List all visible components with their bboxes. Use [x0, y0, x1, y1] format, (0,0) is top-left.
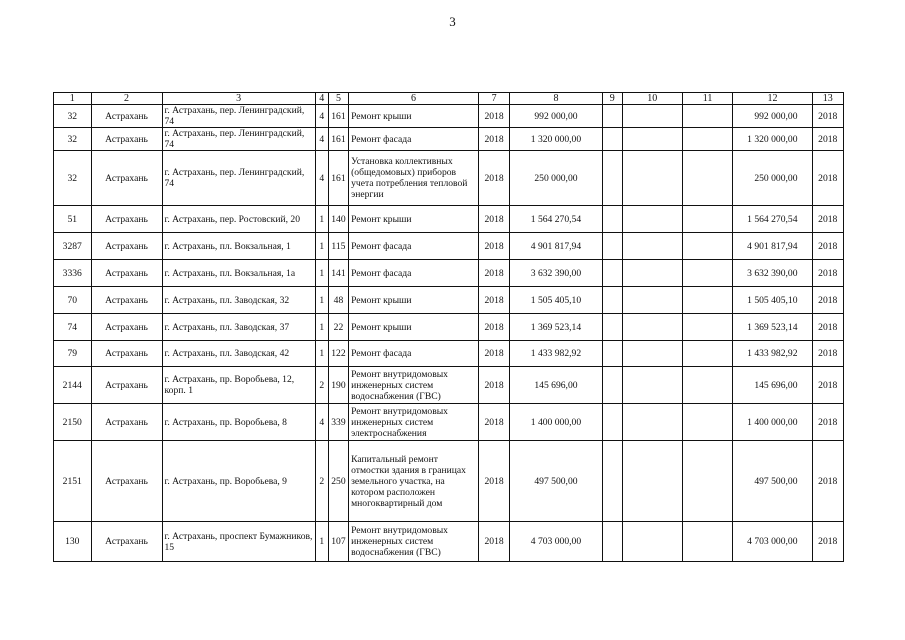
- cell-floors: 1: [315, 287, 328, 314]
- cell-record-id: 3287: [54, 233, 92, 260]
- repair-registry-table: [53, 92, 844, 562]
- cell-col-11: [682, 206, 733, 233]
- table-row: [54, 260, 844, 287]
- cell-cost-total: 992 000,00: [510, 105, 602, 128]
- cell-work-type: Ремонт фасада: [349, 260, 479, 287]
- column-header-5: 5: [328, 93, 348, 105]
- column-header-7: 7: [478, 93, 509, 105]
- cell-floors: 2: [315, 441, 328, 522]
- column-header-1: 1: [54, 93, 92, 105]
- cell-cost-fund: 1 564 270,54: [733, 206, 812, 233]
- cell-col-10: [622, 233, 682, 260]
- cell-year-completion: 2018: [812, 404, 844, 441]
- cell-cost-total: 250 000,00: [510, 151, 602, 206]
- cell-year-completion: 2018: [812, 522, 844, 562]
- cell-cost-fund: 250 000,00: [733, 151, 812, 206]
- cell-cost-fund: 497 500,00: [733, 441, 812, 522]
- cell-cost-fund: 1 505 405,10: [733, 287, 812, 314]
- cell-work-type: Ремонт фасада: [349, 128, 479, 151]
- column-header-6: 6: [349, 93, 479, 105]
- cell-year-completion: 2018: [812, 105, 844, 128]
- cell-city: Астрахань: [91, 341, 162, 367]
- cell-year-completion: 2018: [812, 314, 844, 341]
- table-row: [54, 128, 844, 151]
- cell-record-id: 51: [54, 206, 92, 233]
- cell-cost-fund: 1 400 000,00: [733, 404, 812, 441]
- cell-year: 2018: [478, 404, 509, 441]
- cell-address: г. Астрахань, пр. Воробьева, 9: [162, 441, 315, 522]
- cell-floors: 4: [315, 404, 328, 441]
- cell-col-11: [682, 260, 733, 287]
- cell-city: Астрахань: [91, 105, 162, 128]
- cell-apartments: 48: [328, 287, 348, 314]
- cell-apartments: 122: [328, 341, 348, 367]
- cell-city: Астрахань: [91, 233, 162, 260]
- cell-apartments: 161: [328, 151, 348, 206]
- cell-cost-fund: 4 901 817,94: [733, 233, 812, 260]
- cell-city: Астрахань: [91, 260, 162, 287]
- cell-cost-total: 1 564 270,54: [510, 206, 602, 233]
- cell-col-10: [622, 404, 682, 441]
- cell-col-11: [682, 367, 733, 404]
- cell-address: г. Астрахань, пр. Воробьева, 12, корп. 1: [162, 367, 315, 404]
- cell-col-10: [622, 441, 682, 522]
- cell-apartments: 140: [328, 206, 348, 233]
- cell-col-9: [602, 341, 622, 367]
- cell-year: 2018: [478, 367, 509, 404]
- table-row: [54, 314, 844, 341]
- cell-col-10: [622, 105, 682, 128]
- cell-floors: 4: [315, 151, 328, 206]
- cell-col-9: [602, 151, 622, 206]
- cell-col-9: [602, 522, 622, 562]
- cell-apartments: 22: [328, 314, 348, 341]
- cell-record-id: 2151: [54, 441, 92, 522]
- page-number: 3: [449, 14, 456, 29]
- table-row: [54, 522, 844, 562]
- cell-city: Астрахань: [91, 206, 162, 233]
- cell-col-10: [622, 206, 682, 233]
- cell-year: 2018: [478, 287, 509, 314]
- cell-address: г. Астрахань, пер. Ленинградский, 74: [162, 151, 315, 206]
- cell-cost-fund: 4 703 000,00: [733, 522, 812, 562]
- cell-floors: 2: [315, 367, 328, 404]
- table-row: [54, 233, 844, 260]
- cell-record-id: 32: [54, 151, 92, 206]
- cell-year: 2018: [478, 341, 509, 367]
- cell-record-id: 32: [54, 105, 92, 128]
- cell-apartments: 161: [328, 105, 348, 128]
- column-header-8: 8: [510, 93, 602, 105]
- cell-cost-total: 1 505 405,10: [510, 287, 602, 314]
- cell-col-11: [682, 341, 733, 367]
- cell-col-10: [622, 341, 682, 367]
- cell-record-id: 3336: [54, 260, 92, 287]
- column-header-4: 4: [315, 93, 328, 105]
- cell-apartments: 161: [328, 128, 348, 151]
- cell-address: г. Астрахань, пр. Воробьева, 8: [162, 404, 315, 441]
- cell-work-type: Ремонт фасада: [349, 341, 479, 367]
- cell-record-id: 2150: [54, 404, 92, 441]
- cell-year-completion: 2018: [812, 151, 844, 206]
- cell-col-9: [602, 105, 622, 128]
- cell-col-11: [682, 441, 733, 522]
- cell-col-9: [602, 233, 622, 260]
- cell-col-11: [682, 105, 733, 128]
- cell-cost-total: 4 901 817,94: [510, 233, 602, 260]
- cell-col-10: [622, 151, 682, 206]
- cell-year: 2018: [478, 233, 509, 260]
- column-number-row: [54, 93, 844, 105]
- column-header-11: 11: [682, 93, 733, 105]
- cell-work-type: Ремонт фасада: [349, 233, 479, 260]
- cell-address: г. Астрахань, пер. Ленинградский, 74: [162, 128, 315, 151]
- cell-city: Астрахань: [91, 367, 162, 404]
- cell-col-11: [682, 233, 733, 260]
- cell-record-id: 2144: [54, 367, 92, 404]
- cell-city: Астрахань: [91, 522, 162, 562]
- cell-city: Астрахань: [91, 128, 162, 151]
- cell-col-10: [622, 314, 682, 341]
- cell-address: г. Астрахань, пл. Вокзальная, 1: [162, 233, 315, 260]
- cell-city: Астрахань: [91, 404, 162, 441]
- cell-address: г. Астрахань, пер. Ленинградский, 74: [162, 105, 315, 128]
- cell-year-completion: 2018: [812, 206, 844, 233]
- cell-col-11: [682, 151, 733, 206]
- cell-record-id: 130: [54, 522, 92, 562]
- cell-year-completion: 2018: [812, 260, 844, 287]
- cell-year-completion: 2018: [812, 287, 844, 314]
- cell-year: 2018: [478, 151, 509, 206]
- cell-col-10: [622, 287, 682, 314]
- cell-cost-fund: 145 696,00: [733, 367, 812, 404]
- cell-floors: 1: [315, 206, 328, 233]
- cell-cost-fund: 992 000,00: [733, 105, 812, 128]
- cell-work-type: Ремонт внутридомовых инженерных систем электроснабжения: [349, 404, 479, 441]
- cell-address: г. Астрахань, проспект Бумажников, 15: [162, 522, 315, 562]
- cell-address: г. Астрахань, пл. Заводская, 42: [162, 341, 315, 367]
- cell-apartments: 115: [328, 233, 348, 260]
- cell-floors: 1: [315, 260, 328, 287]
- cell-city: Астрахань: [91, 287, 162, 314]
- cell-cost-fund: 1 433 982,92: [733, 341, 812, 367]
- cell-col-9: [602, 367, 622, 404]
- cell-col-10: [622, 128, 682, 151]
- cell-cost-total: 1 400 000,00: [510, 404, 602, 441]
- cell-col-9: [602, 287, 622, 314]
- cell-year: 2018: [478, 105, 509, 128]
- cell-floors: 1: [315, 314, 328, 341]
- cell-address: г. Астрахань, пл. Заводская, 37: [162, 314, 315, 341]
- cell-apartments: 141: [328, 260, 348, 287]
- cell-cost-total: 3 632 390,00: [510, 260, 602, 287]
- cell-apartments: 107: [328, 522, 348, 562]
- column-header-9: 9: [602, 93, 622, 105]
- cell-cost-fund: 3 632 390,00: [733, 260, 812, 287]
- cell-address: г. Астрахань, пер. Ростовский, 20: [162, 206, 315, 233]
- table-row: [54, 151, 844, 206]
- table-row: [54, 441, 844, 522]
- cell-col-11: [682, 128, 733, 151]
- cell-cost-total: 4 703 000,00: [510, 522, 602, 562]
- cell-floors: 1: [315, 341, 328, 367]
- cell-col-11: [682, 404, 733, 441]
- table-row: [54, 367, 844, 404]
- cell-col-11: [682, 287, 733, 314]
- cell-cost-total: 1 433 982,92: [510, 341, 602, 367]
- cell-city: Астрахань: [91, 151, 162, 206]
- cell-address: г. Астрахань, пл. Заводская, 32: [162, 287, 315, 314]
- column-header-13: 13: [812, 93, 844, 105]
- cell-col-9: [602, 260, 622, 287]
- cell-cost-total: 1 320 000,00: [510, 128, 602, 151]
- cell-col-10: [622, 367, 682, 404]
- cell-apartments: 190: [328, 367, 348, 404]
- cell-floors: 1: [315, 233, 328, 260]
- cell-record-id: 70: [54, 287, 92, 314]
- cell-work-type: Ремонт крыши: [349, 287, 479, 314]
- cell-record-id: 79: [54, 341, 92, 367]
- table-row: [54, 105, 844, 128]
- cell-work-type: Ремонт крыши: [349, 206, 479, 233]
- cell-work-type: Установка коллективных (общедомовых) приборов учета потребления тепловой энергии: [349, 151, 479, 206]
- cell-work-type: Ремонт внутридомовых инженерных систем водоснабжения (ГВС): [349, 367, 479, 404]
- cell-col-9: [602, 206, 622, 233]
- cell-col-10: [622, 522, 682, 562]
- cell-cost-fund: 1 369 523,14: [733, 314, 812, 341]
- cell-col-11: [682, 522, 733, 562]
- cell-col-9: [602, 128, 622, 151]
- cell-cost-fund: 1 320 000,00: [733, 128, 812, 151]
- cell-year: 2018: [478, 522, 509, 562]
- cell-record-id: 74: [54, 314, 92, 341]
- cell-cost-total: 145 696,00: [510, 367, 602, 404]
- cell-year-completion: 2018: [812, 367, 844, 404]
- table-row: [54, 206, 844, 233]
- cell-record-id: 32: [54, 128, 92, 151]
- cell-work-type: Ремонт внутридомовых инженерных систем водоснабжения (ГВС): [349, 522, 479, 562]
- cell-year: 2018: [478, 260, 509, 287]
- column-header-2: 2: [91, 93, 162, 105]
- cell-floors: 4: [315, 128, 328, 151]
- table-row: [54, 404, 844, 441]
- cell-col-9: [602, 314, 622, 341]
- cell-floors: 1: [315, 522, 328, 562]
- cell-address: г. Астрахань, пл. Вокзальная, 1а: [162, 260, 315, 287]
- cell-apartments: 250: [328, 441, 348, 522]
- cell-col-9: [602, 441, 622, 522]
- column-header-12: 12: [733, 93, 812, 105]
- cell-cost-total: 497 500,00: [510, 441, 602, 522]
- cell-year: 2018: [478, 128, 509, 151]
- cell-work-type: Ремонт крыши: [349, 314, 479, 341]
- cell-year-completion: 2018: [812, 233, 844, 260]
- cell-cost-total: 1 369 523,14: [510, 314, 602, 341]
- cell-year: 2018: [478, 314, 509, 341]
- cell-col-11: [682, 314, 733, 341]
- table-row: [54, 287, 844, 314]
- column-header-3: 3: [162, 93, 315, 105]
- cell-year: 2018: [478, 206, 509, 233]
- cell-year-completion: 2018: [812, 128, 844, 151]
- cell-city: Астрахань: [91, 441, 162, 522]
- table-body: [54, 105, 844, 562]
- column-header-10: 10: [622, 93, 682, 105]
- table-row: [54, 341, 844, 367]
- cell-city: Астрахань: [91, 314, 162, 341]
- cell-year: 2018: [478, 441, 509, 522]
- cell-apartments: 339: [328, 404, 348, 441]
- cell-col-9: [602, 404, 622, 441]
- cell-work-type: Капитальный ремонт отмостки здания в границах земельного участка, на котором расположен многоквартирный дом: [349, 441, 479, 522]
- cell-year-completion: 2018: [812, 341, 844, 367]
- cell-col-10: [622, 260, 682, 287]
- cell-year-completion: 2018: [812, 441, 844, 522]
- cell-work-type: Ремонт крыши: [349, 105, 479, 128]
- cell-floors: 4: [315, 105, 328, 128]
